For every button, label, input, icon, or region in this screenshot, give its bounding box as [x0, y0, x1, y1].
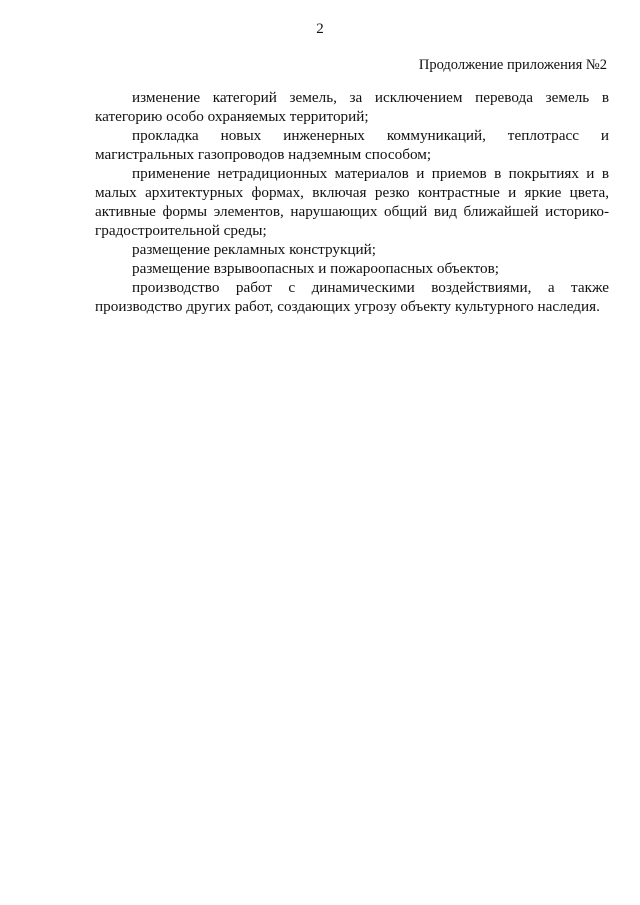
- paragraph-nontraditional-materials: применение нетрадиционных материалов и приемов в покрытиях и в малых архитектурных формах, включая резко контрастные и яркие цвета, активные формы элементов, нарушающих общий вид ближайшей историко-градостроительной среды;: [95, 165, 609, 239]
- paragraph-advertising-structures: размещение рекламных конструкций;: [132, 241, 376, 258]
- paragraph-land-category-change: изменение категорий земель, за исключением перевода земель в категорию особо охраняемых территорий;: [95, 89, 609, 125]
- document-body: [95, 88, 609, 316]
- paragraph-dynamic-works: производство работ с динамическими воздействиями, а также производство других работ, создающих угрозу объекту культурного наследия.: [95, 279, 609, 315]
- page-number: 2: [316, 21, 324, 37]
- paragraph-hazardous-objects: размещение взрывоопасных и пожароопасных объектов;: [132, 260, 500, 277]
- paragraph-utility-laying: прокладка новых инженерных коммуникаций, теплотрасс и магистральных газопроводов надземным способом;: [95, 127, 609, 163]
- annex-label: Продолжение приложения №2: [418, 57, 607, 73]
